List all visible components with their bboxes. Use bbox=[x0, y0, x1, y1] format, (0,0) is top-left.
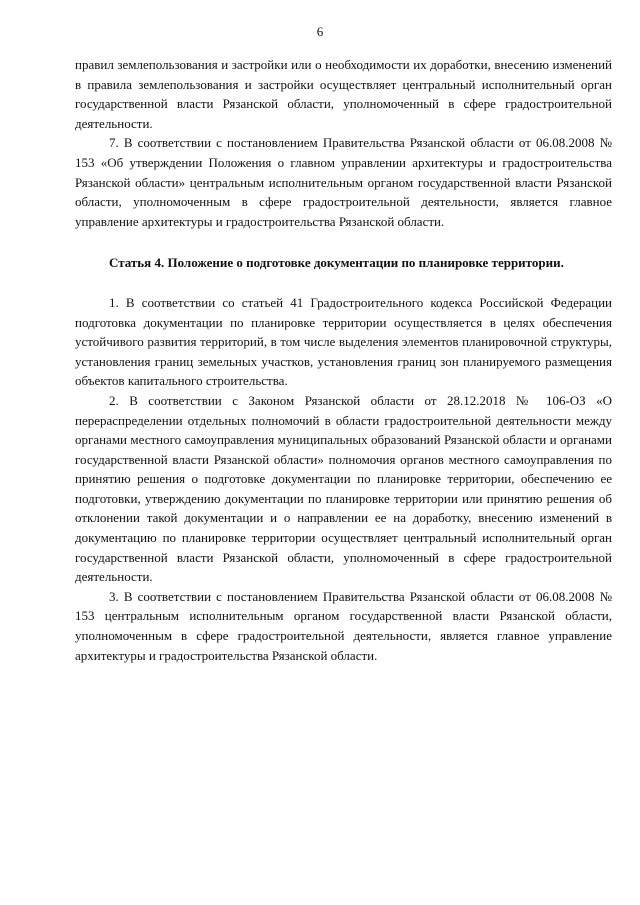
article-4-heading: Статья 4. Положение о подготовке документации по планировке территории. bbox=[109, 255, 564, 271]
paragraph-6-continuation: правил землепользования и застройки или о необходимости их доработки, внесению изменений в правила землепользования и застройки осуществляет центральный исполнительный орган государственной власти Рязанской области, уполномоченный в сфере градостроительной деятельности. bbox=[75, 57, 612, 131]
article-4-paragraph-2: 2. В соответствии с Законом Рязанской области от 28.12.2018 № 106-ОЗ «О перераспределении отдельных полномочий в области градостроительной деятельности между органами местного самоуправления муниципальных образований Рязанской области и органами государственной власти Рязанской области» полномочия органов местного самоуправления по принятию решения о подготовке документации по планировке территории, обеспечению ее подготовки, утверждению документации по планировке территории или принятию решения об отклонении такой документации и о направлении ее на доработку, внесению изменений в документацию по планировке территории осуществляет центральный исполнительный орган государственной власти Рязанской области, уполномоченный в сфере градостроительной деятельности. bbox=[75, 392, 612, 585]
paragraph-7: 7. В соответствии с постановлением Правительства Рязанской области от 06.08.2008 № 153 «Об утверждении Положения о главном управлении архитектуры и градостроительства Рязанской области» центральным исполнительным органом государственной власти Рязанской области, уполномоченным в сфере градостроительной деятельности, является главное управление архитектуры и градостроительства Рязанской области. bbox=[75, 135, 612, 229]
article-4-paragraph-1: 1. В соответствии со статьей 41 Градостроительного кодекса Российской Федерации подготовка документации по планировке территории осуществляется в целях обеспечения устойчивого развития территорий, в том числе выделения элементов планировочной структуры, установления границ земельных участков, установления границ зон планируемого размещения объектов капитального строительства. bbox=[75, 294, 612, 389]
article-4-paragraph-3: 3. В соответствии с постановлением Правительства Рязанской области от 06.08.2008 № 153 центральным исполнительным органом государственной власти Рязанской области, уполномоченным в сфере градостроительной деятельности, является главное управление архитектуры и градостроительства Рязанской области. bbox=[75, 588, 612, 663]
document-body bbox=[75, 55, 612, 665]
page-number: 6 bbox=[316, 24, 324, 39]
